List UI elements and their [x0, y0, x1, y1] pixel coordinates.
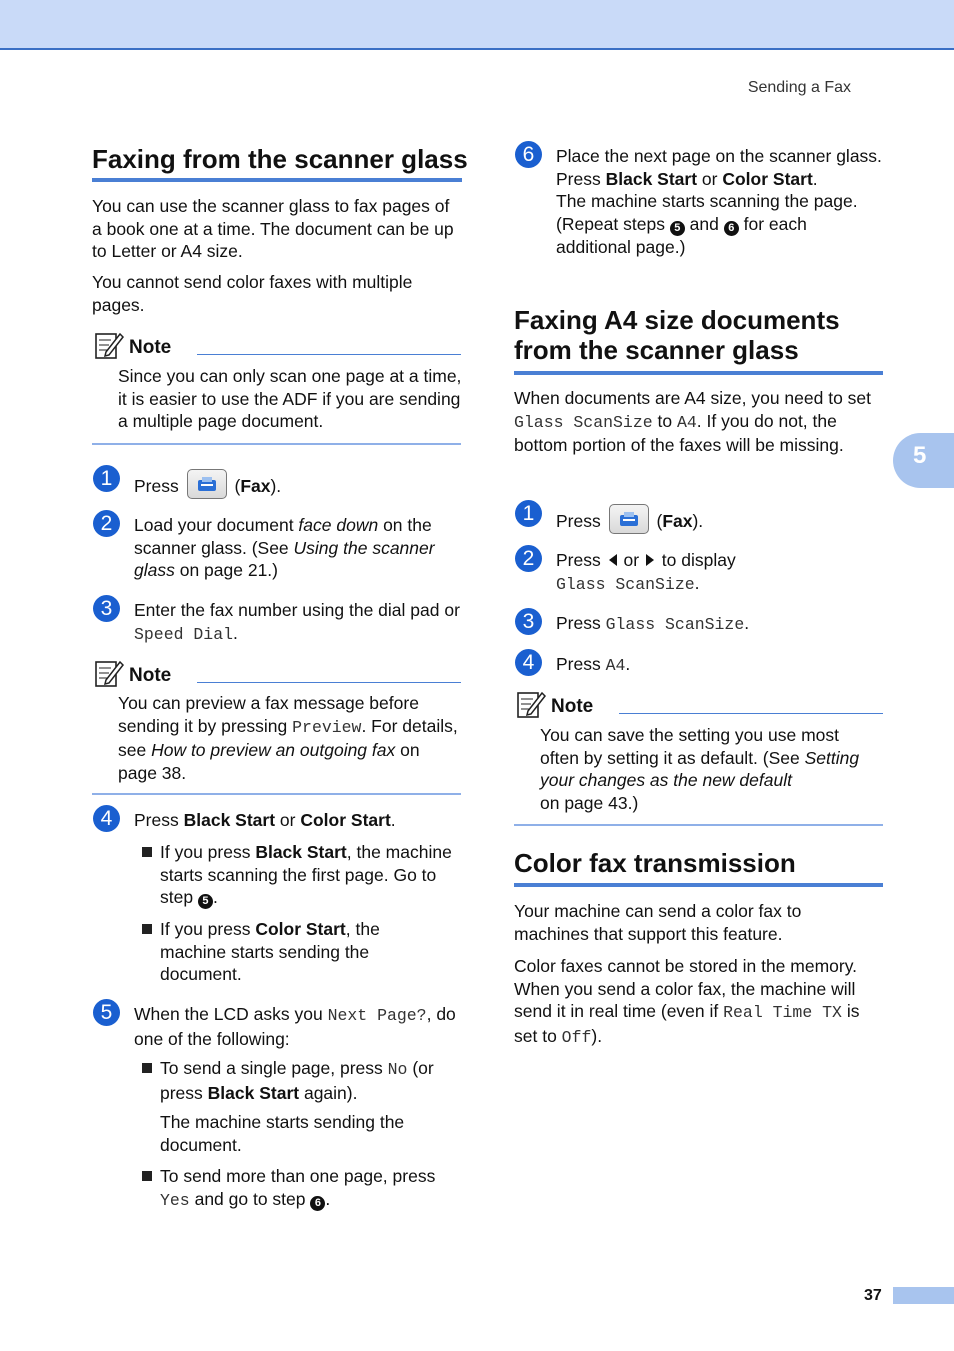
- note-end-rule: [92, 443, 461, 445]
- note-label: Note: [129, 337, 172, 358]
- step-4-bullet-2: If you press Color Start, the machine starts sending the document.: [160, 919, 380, 984]
- step-1-text: Press (Fax).: [134, 469, 281, 499]
- note-pencil-icon: [94, 330, 124, 360]
- step-ref: 5: [198, 894, 213, 909]
- page-number: 37: [864, 1287, 882, 1304]
- section-color-fax: [514, 848, 883, 887]
- step-4-bullet-1: If you press Black Start, the machine starts scanning the first page. Go to step 5 .: [160, 842, 452, 907]
- header-band: [0, 0, 954, 50]
- a4-step-3-text: Press Glass ScanSize.: [556, 613, 750, 634]
- section-a4: [514, 305, 883, 375]
- a4-step-4-text: Press A4.: [556, 654, 631, 675]
- note-label: Note: [129, 665, 172, 686]
- step-number: 3: [515, 608, 542, 635]
- step-6-text: Place the next page on the scanner glass. Press Black Start or Color Start. The machine starts scanning the page. (Repeat steps 5 and 6 for each additional page.): [556, 146, 882, 257]
- chapter-tab: [893, 433, 954, 488]
- step-number: 4: [93, 805, 120, 832]
- step-5-bullet-1: To send a single page, press No (or press Black Start again).: [160, 1058, 434, 1103]
- step-number: 1: [515, 500, 542, 527]
- note-end-rule: [92, 793, 461, 795]
- note-rule: [619, 713, 883, 714]
- step-ref: 6: [310, 1196, 325, 1211]
- bullet: [142, 847, 152, 857]
- intro-paragraph-2: You cannot send color faxes with multiple pages.: [92, 272, 413, 315]
- right-arrow-icon: [646, 554, 654, 566]
- a4-intro: When documents are A4 size, you need to set Glass ScanSize to A4. If you do not, the bottom portion of the faxes will be missing.: [514, 388, 872, 455]
- step-number: 2: [515, 545, 542, 572]
- note-end-rule: [514, 824, 883, 826]
- bullet: [142, 1171, 152, 1181]
- step-number: 4: [515, 649, 542, 676]
- fax-key-icon: [609, 504, 649, 534]
- note-rule: [197, 682, 461, 683]
- page-number-bar: [893, 1287, 954, 1304]
- a4-step-1-text: Press (Fax).: [556, 504, 703, 534]
- title-rule: [514, 883, 883, 887]
- step-3-text: Enter the fax number using the dial pad or Speed Dial.: [134, 600, 460, 644]
- step-ref: 5: [670, 221, 685, 236]
- title-rule: [514, 371, 883, 375]
- step-4-text: Press Black Start or Color Start.: [134, 810, 396, 830]
- step-number: 2: [93, 510, 120, 537]
- bullet: [142, 924, 152, 934]
- section-scanner-glass: [92, 144, 468, 182]
- step-number: 1: [93, 465, 120, 492]
- section-title: Faxing A4 size documents from the scanner glass: [514, 305, 840, 365]
- fax-key-icon: [187, 469, 227, 499]
- note-rule: [197, 354, 461, 355]
- color-fax-paragraph: Your machine can send a color fax to machines that support this feature.: [514, 901, 802, 944]
- step-5-bullet-1-result: The machine starts sending the document.: [160, 1112, 405, 1155]
- section-title: Color fax transmission: [514, 848, 796, 878]
- color-fax-paragraph-2: Color faxes cannot be stored in the memory. When you send a color fax, the machine will send it in real time (even if Real Time TX is set to Off).: [514, 956, 860, 1047]
- step-number: 3: [93, 595, 120, 622]
- bullet: [142, 1063, 152, 1073]
- step-number: 5: [93, 999, 120, 1026]
- step-2-text: Load your document face down on the scanner glass. (See Using the scanner glass on page 21.): [134, 515, 435, 580]
- a4-step-2-text: Press or to display Glass ScanSize.: [556, 550, 736, 594]
- note-pencil-icon: [516, 689, 546, 719]
- step-number: 6: [515, 141, 542, 168]
- step-5-text: When the LCD asks you Next Page?, do one of the following:: [134, 1004, 456, 1049]
- section-title: Faxing from the scanner glass: [92, 144, 468, 174]
- title-rule: [92, 178, 462, 182]
- note-text: You can save the setting you use most often by setting it as default. (See Setting your changes as the new default on page 43.): [540, 725, 860, 813]
- note-label: Note: [551, 696, 594, 717]
- chapter-number: 5: [913, 442, 927, 469]
- step-ref: 6: [724, 221, 739, 236]
- left-arrow-icon: [609, 554, 617, 566]
- note-pencil-icon: [94, 658, 124, 688]
- note-text: You can preview a fax message before sending it by pressing Preview. For details, see How to preview an outgoing fax on page 38.: [118, 693, 458, 783]
- intro-paragraph: You can use the scanner glass to fax pages of a book one at a time. The document can be up to Letter or A4 size.: [92, 196, 454, 261]
- running-header: Sending a Fax: [747, 79, 851, 96]
- step-5-bullet-2: To send more than one page, press Yes and go to step 6 .: [160, 1166, 436, 1210]
- note-text: Since you can only scan one page at a time, it is easier to use the ADF if you are sending a multiple page document.: [118, 366, 462, 431]
